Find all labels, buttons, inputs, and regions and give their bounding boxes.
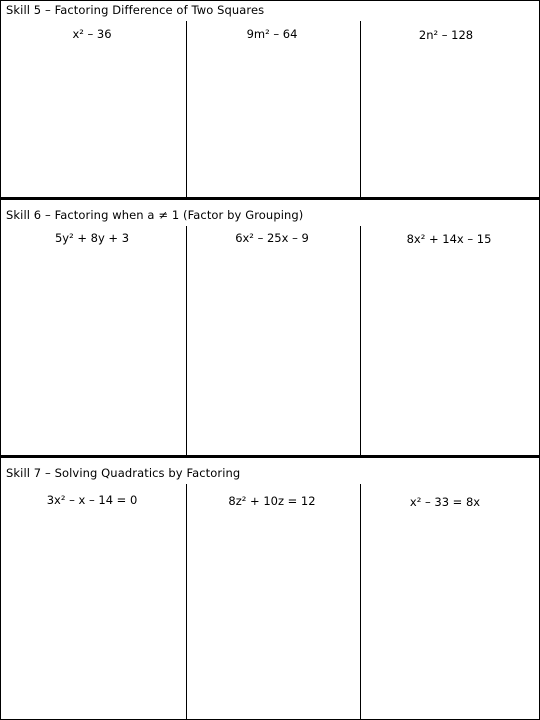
column-divider — [186, 21, 187, 197]
section-title: Skill 5 – Factoring Difference of Two Squares — [6, 3, 265, 17]
section-title: Skill 7 – Solving Quadratics by Factoring — [6, 466, 241, 480]
column-divider — [360, 21, 361, 197]
problem-1: 3x² – x – 14 = 0 — [46, 493, 138, 507]
problem-3: 2n² – 128 — [418, 28, 474, 42]
column-divider — [186, 226, 187, 455]
problem-2: 9m² – 64 — [246, 27, 298, 41]
section-title: Skill 6 – Factoring when a ≠ 1 (Factor by Grouping) — [6, 208, 304, 222]
section-divider — [0, 455, 540, 458]
problem-3: 8x² + 14x – 15 — [406, 232, 492, 246]
problem-3: x² – 33 = 8x — [409, 495, 481, 509]
section-skill-6 — [0, 205, 540, 455]
column-divider — [360, 484, 361, 720]
problem-2: 8z² + 10z = 12 — [228, 494, 316, 508]
section-skill-7 — [0, 463, 540, 720]
problem-2: 6x² – 25x – 9 — [235, 231, 309, 245]
section-divider — [0, 197, 540, 200]
column-divider — [186, 484, 187, 720]
section-skill-5 — [0, 0, 540, 197]
problem-1: x² – 36 — [72, 27, 112, 41]
problem-1: 5y² + 8y + 3 — [54, 231, 130, 245]
column-divider — [360, 226, 361, 455]
